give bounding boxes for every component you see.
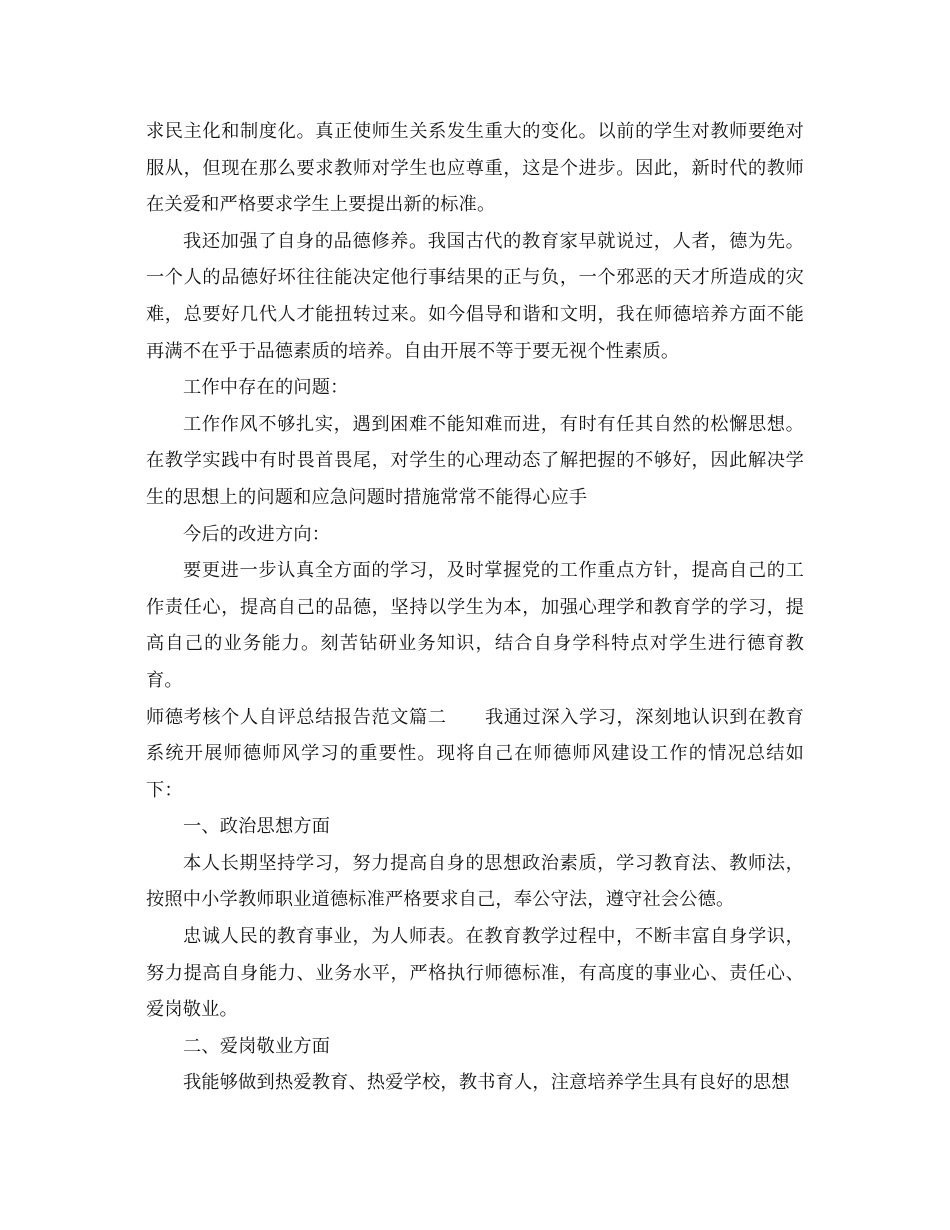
- paragraph: 本人长期坚持学习，努力提高自身的思想政治素质，学习教育法、教师法，按照中小学教师职业道德标准严格要求自己，奉公守法，遵守社会公德。: [146, 852, 804, 911]
- section2-title: 师德考核个人自评总结报告范文篇二: [146, 706, 447, 728]
- paragraph: 要更进一步认真全方面的学习，及时掌握党的工作重点方针，提高自己的工作责任心，提高自己的品德，坚持以学生为本，加强心理学和教育学的学习，提高自己的业务能力。刻苦钻研业务知识，结合自身学科特点对学生进行德育教育。: [146, 560, 804, 691]
- paragraph: 忠诚人民的教育事业，为人师表。在教育教学过程中，不断丰富自身学识，努力提高自身能力、业务水平，严格执行师德标准，有高度的事业心、责任心、爱岗敬业。: [146, 926, 804, 1021]
- section-heading: 一、政治思想方面: [183, 816, 331, 838]
- paragraph: 我还加强了自身的品德修养。我国古代的教育家早就说过，人者，德为先。一个人的品德好坏往往能决定他行事结果的正与负，一个邪恶的天才所造成的灾难，总要好几代人才能扭转过来。如今倡导和谐和文明，我在师德培养方面不能再满不在乎于品德素质的培养。自由开展不等于要无视个性素质。: [146, 230, 804, 362]
- paragraph: 求民主化和制度化。真正使师生关系发生重大的变化。以前的学生对教师要绝对服从，但现在那么要求教师对学生也应尊重，这是个进步。因此，新时代的教师在关爱和严格要求学生上要提出新的标准。: [146, 121, 804, 216]
- document-body: [146, 114, 804, 1102]
- section-heading: 工作中存在的问题：: [183, 377, 349, 399]
- section2-intro: 我通过深入学习，深刻地认识到在教育系统开展师德师风学习的重要性。现将自己在师德师风建设工作的情况总结如下：: [146, 706, 804, 801]
- paragraph: 工作作风不够扎实，遇到困难不能知难而进，有时有任其自然的松懈思想。在教学实践中有时畏首畏尾，对学生的心理动态了解把握的不够好，因此解决学生的思想上的问题和应急问题时措施常常不能得心应手: [146, 413, 804, 508]
- section-heading: 二、爱岗敬业方面: [183, 1035, 331, 1057]
- section2-block: [146, 700, 804, 810]
- section-heading: 今后的改进方向：: [183, 523, 331, 545]
- paragraph: 我能够做到热爱教育、热爱学校，教书育人，注意培养学生具有良好的思想: [183, 1072, 790, 1094]
